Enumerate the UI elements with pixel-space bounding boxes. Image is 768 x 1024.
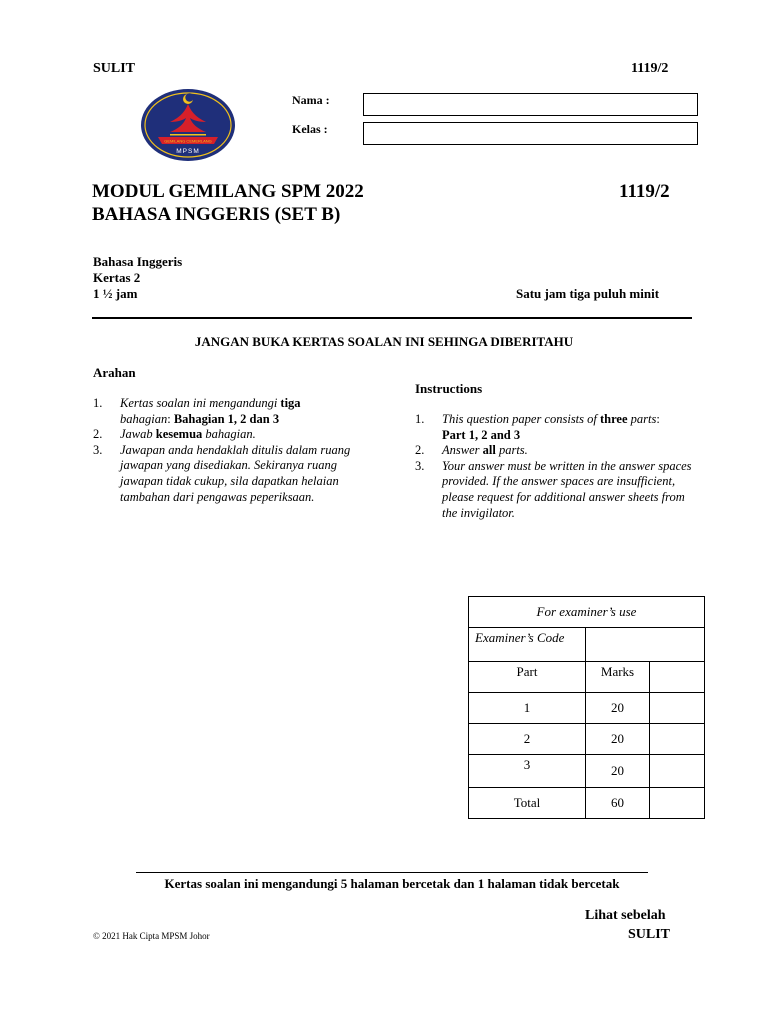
score-cell[interactable] (650, 788, 705, 819)
item-emphasis: tiga (280, 396, 301, 410)
warning-text: JANGAN BUKA KERTAS SOALAN INI SEHINGA DIBERITAHU (194, 334, 574, 349)
item-text: Your answer must be written in the answer spaces provided. If the answer spaces are insufficient, please request for additional answer sheets from the invigilator. (442, 458, 692, 520)
duration-label: 1 ½ jam (93, 286, 138, 301)
item-text: Jawab (120, 427, 156, 442)
item-emphasis: all (482, 443, 496, 458)
item-text: parts (627, 412, 657, 426)
item-emphasis: three (600, 412, 628, 426)
subject-label: Bahasa Inggeris (93, 254, 183, 269)
duration-words: Satu jam tiga puluh minit (516, 286, 660, 301)
paper-code-top: 1119/2 (631, 61, 669, 76)
item-punct: : (656, 412, 660, 426)
examiner-code-field[interactable] (586, 628, 705, 662)
classification-top: SULIT (93, 61, 136, 76)
item-number: 1. (93, 396, 103, 410)
classification-bottom: SULIT (628, 927, 671, 942)
arahan-item (93, 396, 383, 427)
arahan-item (93, 427, 383, 443)
class-label: Kelas : (292, 122, 328, 136)
turn-over-label: Lihat sebelah (585, 908, 666, 923)
class-field[interactable] (363, 122, 698, 145)
item-punct: : (167, 411, 174, 426)
table-row (469, 693, 705, 724)
item-number: 2. (93, 427, 103, 442)
item-text: parts. (495, 443, 528, 458)
name-label: Nama : (292, 93, 330, 107)
logo-text: MPSM (176, 148, 200, 155)
part-cell: 3 (469, 755, 586, 788)
item-text: Kertas soalan ini mengandungi (120, 396, 281, 410)
score-cell[interactable] (650, 755, 705, 788)
marks-cell: 60 (586, 788, 650, 819)
score-cell[interactable] (650, 693, 705, 724)
paper-label: Kertas 2 (93, 270, 141, 285)
item-text: bahagian. (202, 427, 256, 442)
column-header-score (650, 662, 705, 693)
examiner-code-label: Examiner’s Code (469, 628, 586, 662)
table-row (469, 724, 705, 755)
item-text: Jawapan anda hendaklah ditulis dalam ruang jawapan yang disediakan. Sekiranya ruang jawapan tidak cukup, sila dapatkan helaian tambahan dari pengawas peperiksaan. (120, 442, 351, 504)
module-subtitle: BAHASA INGGERIS (SET B) (92, 204, 341, 225)
instruction-item (415, 412, 710, 443)
score-cell[interactable] (650, 724, 705, 755)
marks-cell: 20 (586, 755, 650, 788)
header-divider (92, 317, 692, 319)
item-text: This question paper consists of (442, 412, 600, 426)
arahan-heading: Arahan (93, 365, 136, 380)
part-cell: Total (469, 788, 586, 819)
marks-cell: 20 (586, 693, 650, 724)
item-number: 3. (415, 458, 425, 473)
module-code: 1119/2 (619, 181, 670, 202)
item-number: 2. (415, 443, 425, 458)
instructions-heading: Instructions (415, 381, 483, 396)
item-emphasis: kesemua (155, 427, 203, 442)
arahan-item (93, 443, 383, 505)
examiner-table (468, 596, 705, 819)
copyright: © 2021 Hak Cipta MPSM Johor (93, 931, 210, 941)
module-title: MODUL GEMILANG SPM 2022 (92, 181, 364, 202)
logo-banner-text: GEMILANG CEMERLANG (164, 138, 212, 144)
arahan-list (93, 396, 383, 505)
table-row (469, 788, 705, 819)
page-count-note: Kertas soalan ini mengandungi 5 halaman bercetak dan 1 halaman tidak bercetak (164, 876, 620, 891)
instruction-item (415, 443, 710, 459)
part-cell: 2 (469, 724, 586, 755)
marks-cell: 20 (586, 724, 650, 755)
table-row (469, 755, 705, 788)
item-emphasis: Bahagian 1, 2 dan 3 (173, 411, 280, 426)
instructions-list (415, 412, 710, 521)
item-number: 3. (93, 442, 103, 457)
item-emphasis: Part 1, 2 and 3 (442, 427, 521, 442)
item-text: bahagian (120, 411, 168, 426)
column-header-part: Part (469, 662, 586, 693)
mpsm-logo (140, 88, 236, 162)
column-header-marks: Marks (586, 662, 650, 693)
item-number: 1. (415, 412, 425, 426)
item-text: Answer (442, 443, 483, 458)
instruction-item (415, 459, 710, 521)
footer-divider (136, 872, 648, 873)
part-cell: 1 (469, 693, 586, 724)
name-field[interactable] (363, 93, 698, 116)
examiner-table-title: For examiner’s use (469, 597, 705, 628)
